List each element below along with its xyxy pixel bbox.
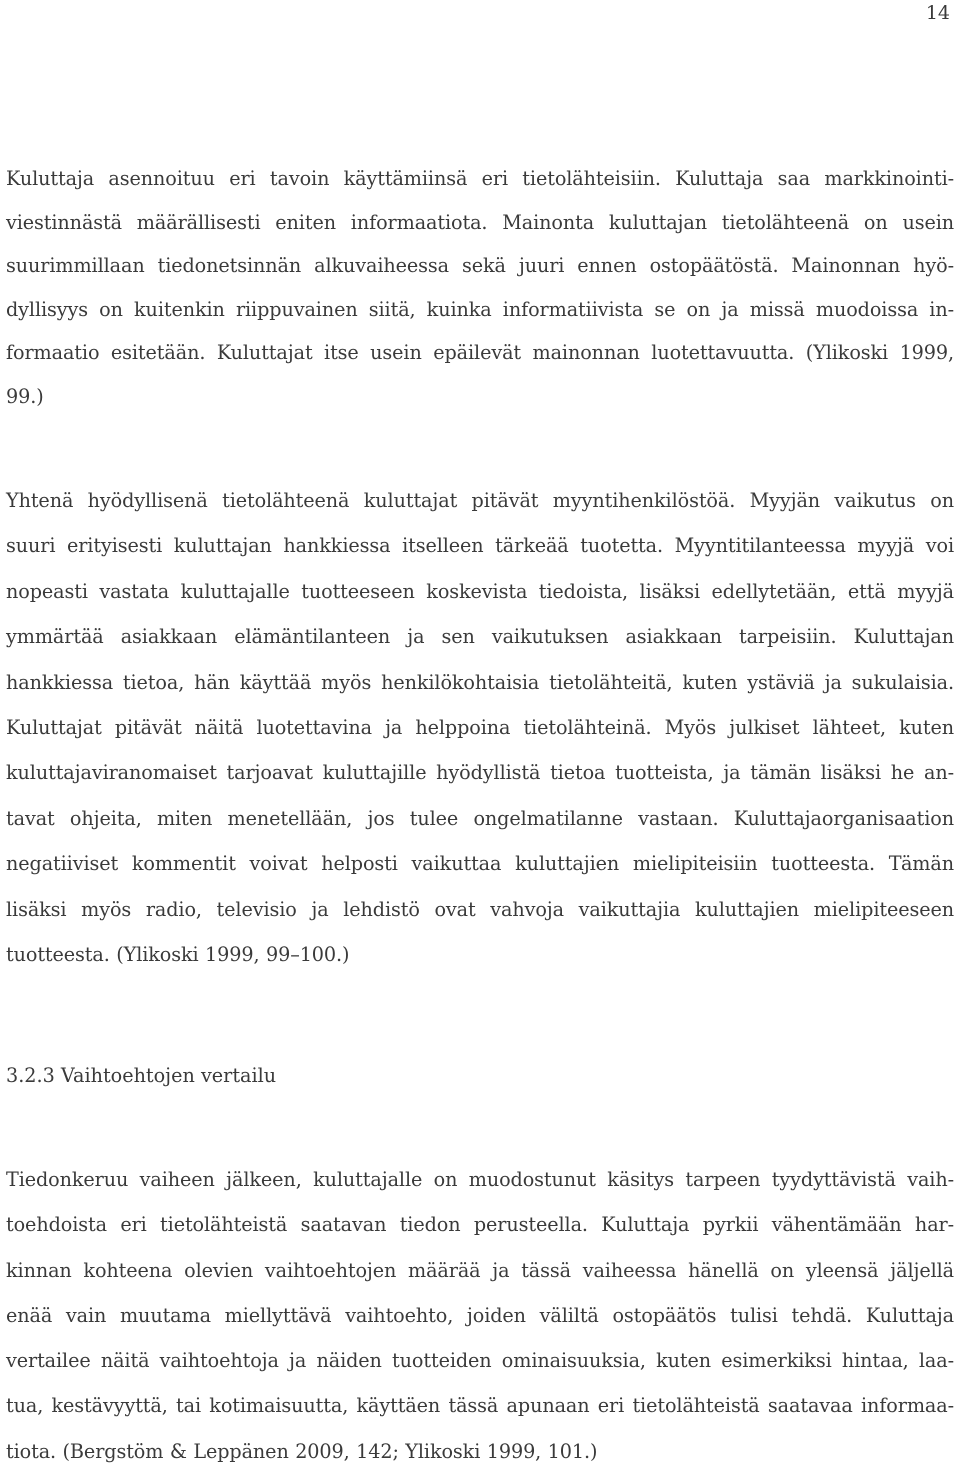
text-line: Yhtenä hyödyllisenä tietolähteenä kuluttajat pitävät myyntihenkilöstöä. Myyjän vaikutus on	[6, 489, 954, 512]
text-line: kuluttajaviranomaiset tarjoavat kuluttajille hyödyllistä tietoa tuotteista, ja tämän lisäksi he an-	[6, 761, 954, 785]
text-line: toehdoista eri tietolähteistä saatavan tiedon perusteella. Kuluttaja pyrkii vähentämään har-	[6, 1213, 954, 1237]
text-line: dyllisyys on kuitenkin riippuvainen siitä, kuinka informatiivista se on ja missä muodoissa in-	[6, 297, 954, 321]
text-line: Kuluttaja asennoituu eri tavoin käyttämiinsä eri tietolähteisiin. Kuluttaja saa markkinointi-	[6, 167, 954, 190]
text-line: tiota. (Bergstöm & Leppänen 2009, 142; Ylikoski 1999, 101.)	[6, 1439, 598, 1463]
text-line: tavat ohjeita, miten menetellään, jos tulee ongelmatilanne vastaan. Kuluttajaorganisaation	[6, 806, 954, 830]
paragraph-sales-personnel	[6, 478, 954, 977]
text-line: ymmärtää asiakkaan elämäntilanteen ja sen vaikutuksen asiakkaan tarpeisiin. Kuluttajan	[6, 625, 954, 649]
text-line: suuri erityisesti kuluttajan hankkiessa itselleen tärkeää tuotetta. Myyntitilanteessa myyjä voi	[6, 534, 954, 558]
text-line: tua, kestävyyttä, tai kotimaisuutta, käyttäen tässä apunaan eri tietolähteistä saatavaa informaa-	[6, 1394, 954, 1418]
text-line: formaatio esitetään. Kuluttajat itse usein epäilevät mainonnan luotettavuutta. (Ylikoski 1999,	[6, 341, 954, 365]
text-line: Kuluttajat pitävät näitä luotettavina ja helppoina tietolähteinä. Myös julkiset lähteet, kuten	[6, 716, 954, 740]
text-line: tuotteesta. (Ylikoski 1999, 99–100.)	[6, 943, 350, 967]
text-line: negatiiviset kommentit voivat helposti vaikuttaa kuluttajien mielipiteisiin tuotteesta. Tämän	[6, 852, 954, 876]
text-line: suurimmillaan tiedonetsinnän alkuvaiheessa sekä juuri ennen ostopäätöstä. Mainonnan hyö-	[6, 254, 954, 278]
text-line: kinnan kohteena olevien vaihtoehtojen määrää ja tässä vaiheessa hänellä on yleensä jäljellä	[6, 1258, 954, 1282]
text-line: viestinnästä määrällisesti eniten informaatiota. Mainonta kuluttajan tietolähteenä on usein	[6, 210, 954, 234]
text-line: hankkiessa tietoa, hän käyttää myös henkilökohtaisia tietolähteitä, kuten ystäviä ja sukulaisia.	[6, 670, 954, 694]
section-heading: 3.2.3 Vaihtoehtojen vertailu	[6, 1064, 277, 1087]
text-line: lisäksi myös radio, televisio ja lehdistö ovat vahvoja vaikuttajia kuluttajien mielipiteeseen	[6, 897, 954, 921]
text-line: enää vain muutama miellyttävä vaihtoehto, joiden väliltä ostopäätös tulisi tehdä. Kuluttaja	[6, 1303, 954, 1327]
paragraph-alternatives-comparison	[6, 1157, 954, 1474]
page-number: 14	[925, 2, 950, 24]
text-line: 99.)	[6, 384, 44, 408]
paragraph-information-sources	[6, 157, 954, 419]
text-line: nopeasti vastata kuluttajalle tuotteeseen koskevista tiedoista, lisäksi edellytetään, että myyjä	[6, 579, 954, 603]
text-line: vertailee näitä vaihtoehtoja ja näiden tuotteiden ominaisuuksia, kuten esimerkiksi hintaa, laa-	[6, 1349, 954, 1373]
text-line: Tiedonkeruu vaiheen jälkeen, kuluttajalle on muodostunut käsitys tarpeen tyydyttävistä vaih-	[6, 1168, 954, 1191]
